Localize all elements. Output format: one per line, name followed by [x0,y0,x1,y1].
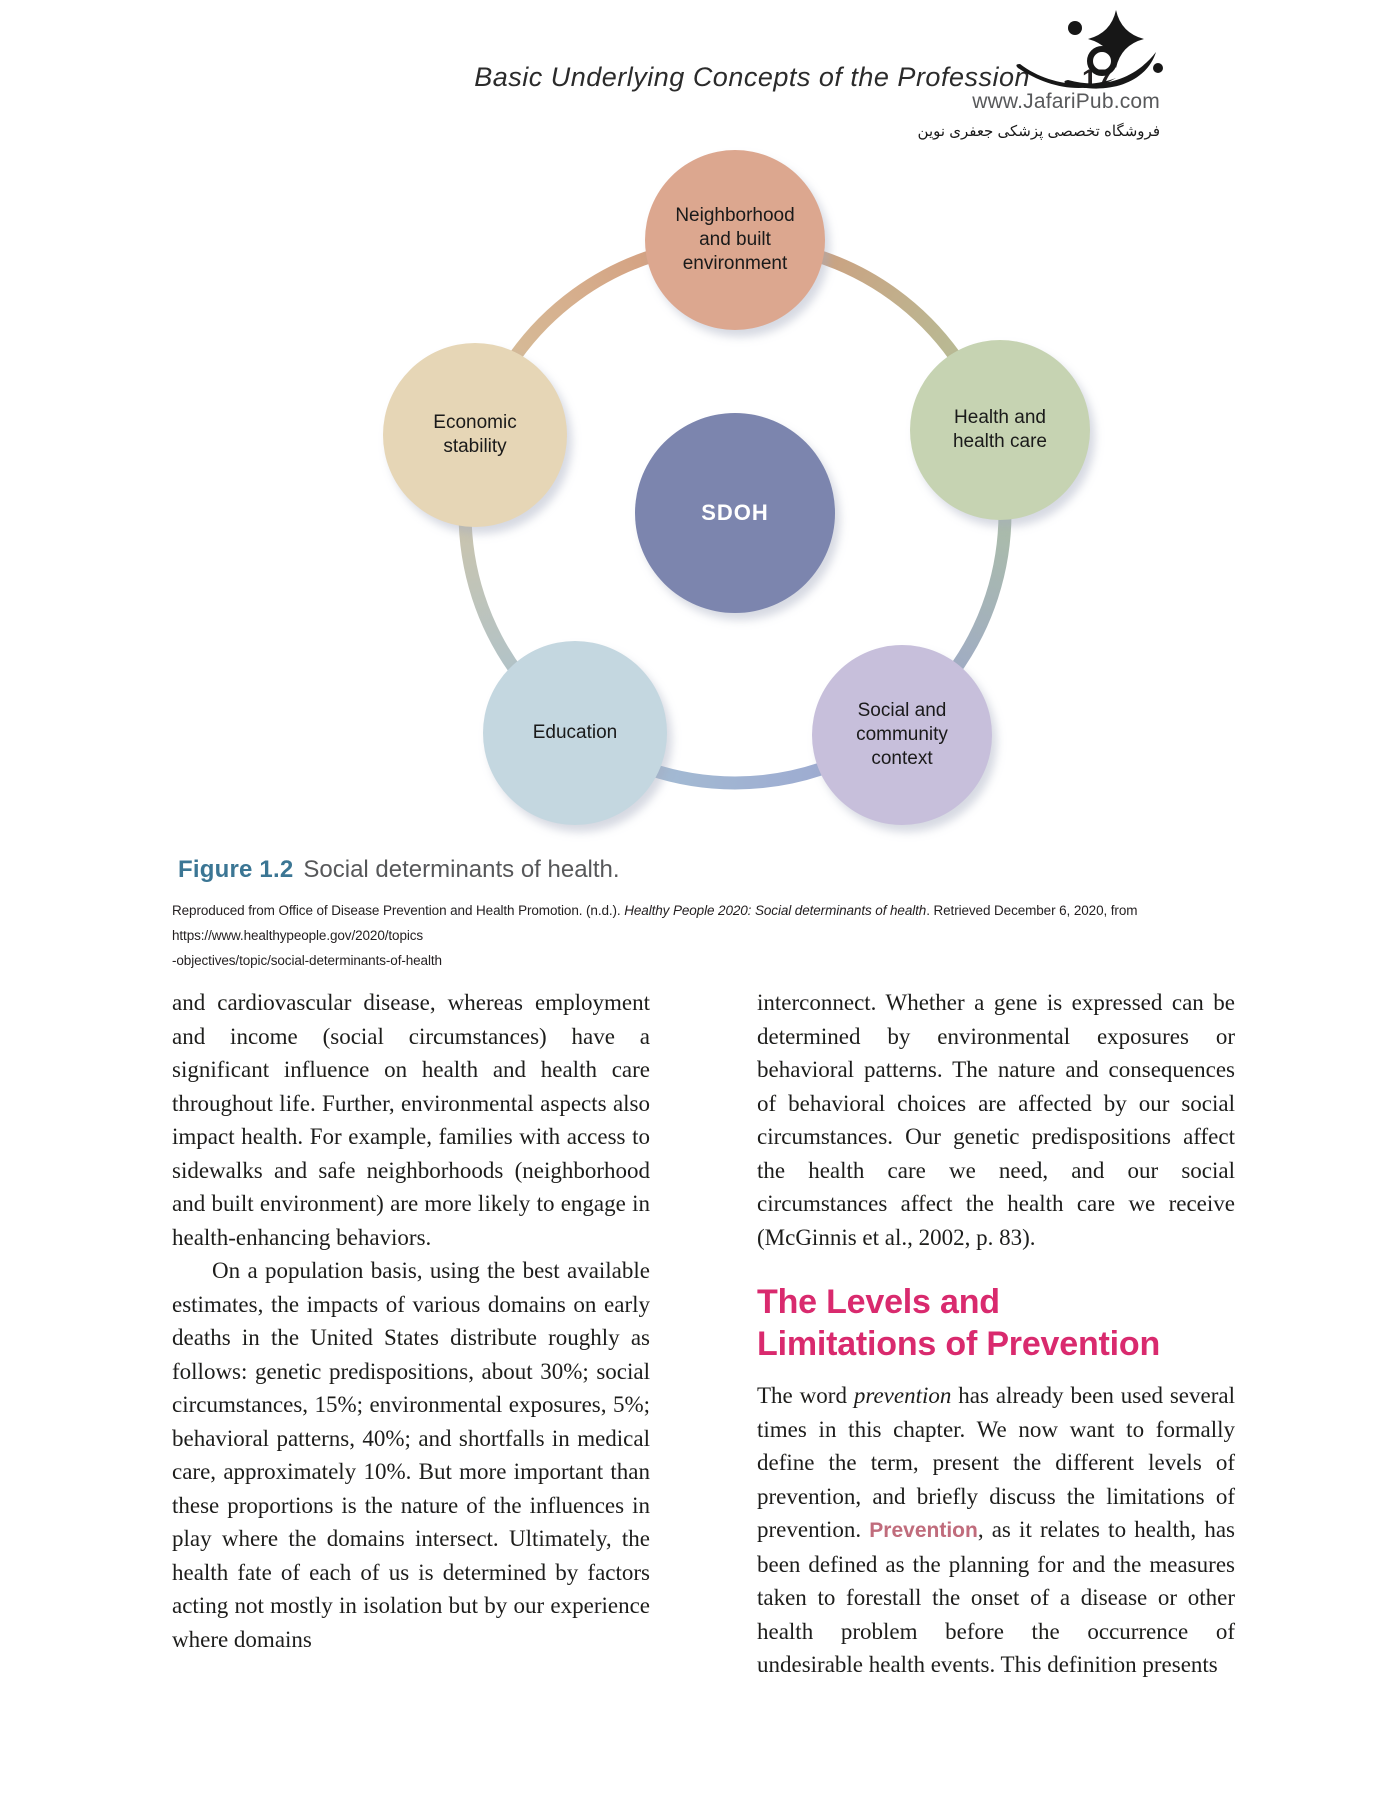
paragraph: On a population basis, using the best available estimates, the impacts of various domains on early deaths in the United States distribute roughly as follows: genetic predispositions, about 30%; social circumstances, 15%; environmental exposures, 5%; behavioral patterns, 40%; and shortfalls in medical care, approximately 10%. But more important than these proportions is the nature of the influences in play where the domains intersect. Ultimately, the health fate of each of us is determined by factors acting not mostly in isolation but by our experience where domains [172,1258,650,1652]
paragraph: The word prevention has already been used several times in this chapter. We now want to formally define the term, present the different levels of prevention, and briefly discuss the limitations of prevention. Prevention, as it relates to health, has been defined as the planning for and the measures taken to forestall the onset of a disease or other health problem before the occurrence of undesirable health events. This definition presents [757,1383,1236,1677]
diagram-node-neighborhood [645,150,825,330]
diagram-node-education [483,641,667,825]
publisher-url: www.JafariPub.com [972,90,1160,113]
running-head: Basic Underlying Concepts of the Profession [474,62,1030,92]
paragraph: interconnect. Whether a gene is expressed can be determined by environmental exposures or behavioral patterns. The nature and consequences of behavioral choices are affected by our social circumstances. Our genetic predispositions affect the health care we need, and our social circumstances affect the health care we receive (McGinnis et al., 2002, p. 83). [757,990,1235,1250]
publisher-logo [1012,6,1172,156]
diagram-node-sdoh [635,413,835,613]
page-number: 17 [1082,64,1113,94]
right-column [757,986,1235,1682]
section-heading: The Levels and Limitations of Prevention [757,1283,1161,1363]
left-column [172,986,650,1682]
jafari-calligraphy-logo [1012,6,1172,116]
diagram-node-social [812,645,992,825]
figure-label: Figure 1.2 [178,856,294,883]
diagram-node-health [910,340,1090,520]
diagram-node-economic [383,343,567,527]
paragraph: and cardiovascular disease, whereas employment and income (social circumstances) have a significant influence on health and health care throughout life. Further, environmental aspects also impact health. For example, families with access to sidewalks and safe neighborhoods (neighborhood and built environment) are more likely to engage in health-enhancing behaviors. [172,990,650,1250]
node-label: Health and health care [952,407,1047,452]
figure-credit: Reproduced from Office of Disease Prevention and Health Promotion. (n.d.). Healthy People 2020: Social determinants of health. Retrieved December 6, 2020, from https://www.healthypeople.gov/2020/topics -objectives/topic/social-determinants-of-health [172,903,1138,968]
article-body [172,986,1237,1682]
node-label: Neighborhood and built environment [675,205,795,274]
node-label: SDOH [701,500,769,526]
figure-caption [178,856,1278,884]
publisher-tagline: فروشگاه تخصصی پزشکی جعفری نوین [917,123,1160,140]
figure-caption-text: Social determinants of health. [303,856,620,883]
node-label: Social and community context [856,700,948,769]
node-label: Education [532,722,618,744]
node-label: Economic stability [433,412,517,457]
